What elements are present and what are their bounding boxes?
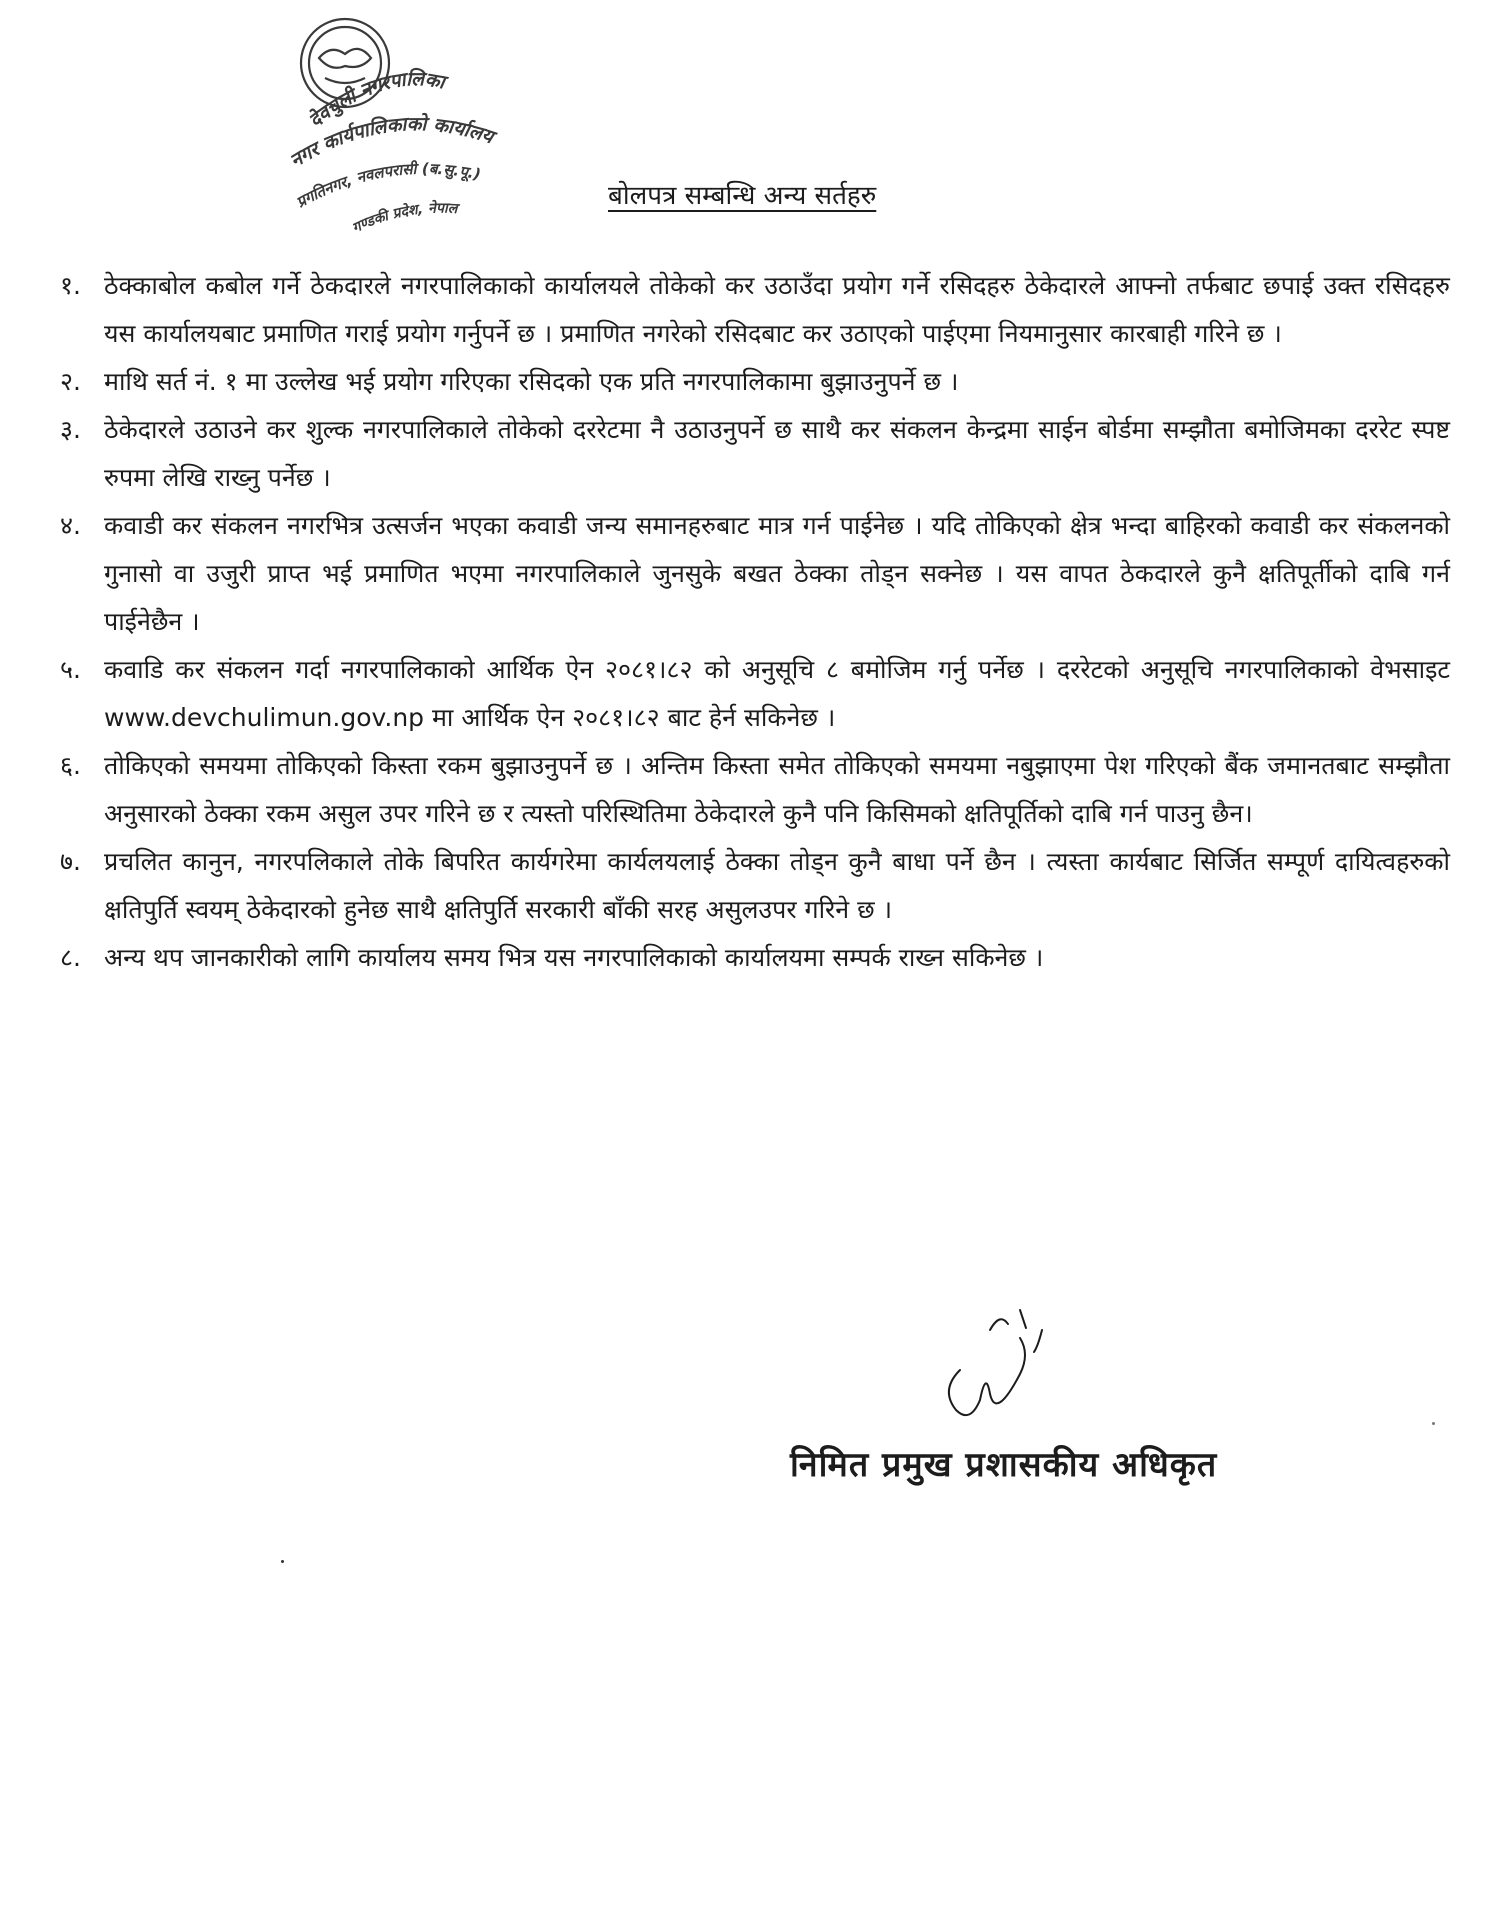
clause-text: अन्य थप जानकारीको लागि कार्यालय समय भित्र यस नगरपालिकाको कार्यालयमा सम्पर्क राख्न सकिनेछ ।	[104, 943, 1044, 972]
clause-6	[60, 742, 1450, 838]
scan-speck	[1432, 1422, 1435, 1425]
seal-graphic	[255, 8, 545, 238]
clause-number: ७.	[60, 847, 81, 876]
clause-text: ठेकेदारले उठाउने कर शुल्क नगरपालिकाले तोकेको दररेटमा नै उठाउनुपर्ने छ साथै कर संकलन केन्द्रमा साईन बोर्डमा सम्झौता बमोजिमका दररेट स्पष्ट रुपमा लेखि राख्नु पर्नेछ ।	[104, 415, 1450, 492]
clause-number: २.	[60, 367, 81, 396]
svg-text:गण्डकी प्रदेश, नेपाल	[350, 199, 461, 236]
seal-line-4: गण्डकी प्रदेश, नेपाल	[349, 200, 458, 237]
clause-4	[60, 502, 1450, 646]
clause-3	[60, 406, 1450, 502]
scan-speck	[281, 1560, 284, 1563]
clause-number: ६.	[60, 751, 81, 780]
clause-number: ३.	[60, 415, 81, 444]
signature-scribble	[930, 1300, 1070, 1450]
clause-number: ८.	[60, 943, 81, 972]
clause-1	[60, 262, 1450, 358]
clause-number: ५.	[60, 655, 81, 684]
terms-list	[60, 262, 1450, 982]
signatory-title: निमित प्रमुख प्रशासकीय अधिकृत	[790, 1445, 1218, 1485]
clause-text: ठेक्काबोल कबोल गर्ने ठेकदारले नगरपालिकाको कार्यालयले तोकेको कर उठाउँदा प्रयोग गर्ने रसिदहरु ठेकेदारले आफ्नो तर्फबाट छपाई उक्त रसिदहरु यस कार्यालयबाट प्रमाणित गराई प्रयोग गर्नुपर्ने छ । प्रमाणित नगरेको रसिदबाट कर उठाएको पाईएमा नियमानुसार कारबाही गरिने छ ।	[104, 271, 1450, 348]
seal-line-3: प्रगतिनगर, नवलपरासी (ब.सु.पू.)	[293, 159, 483, 212]
handwritten-signature	[930, 1300, 1070, 1450]
clause-number: ४.	[60, 511, 81, 540]
clause-text: माथि सर्त नं. १ मा उल्लेख भई प्रयोग गरिएका रसिदको एक प्रति नगरपालिकामा बुझाउनुपर्ने छ ।	[104, 367, 959, 396]
page-title: बोलपत्र सम्बन्धि अन्य सर्तहरु	[608, 181, 877, 211]
clause-text: तोकिएको समयमा तोकिएको किस्ता रकम बुझाउनुपर्ने छ । अन्तिम किस्ता समेत तोकिएको समयमा नबुझाएमा पेश गरिएको बैंक जमानतबाट सम्झौता अनुसारको ठेक्का रकम असुल उपर गरिने छ र त्यस्तो परिस्थितिमा ठेकेदारले कुनै पनि किसिमको क्षतिपूर्तिको दाबि गर्न पाउनु छैन।	[104, 751, 1450, 828]
clause-8	[60, 934, 1450, 982]
seal-line-1: देवचुली नगरपालिका	[304, 68, 447, 132]
clause-text: कवाडी कर संकलन नगरभित्र उत्सर्जन भएका कवाडी जन्य समानहरुबाट मात्र गर्न पाईनेछ । यदि तोकिएको क्षेत्र भन्दा बाहिरको कवाडी कर संकलनको गुनासो वा उजुरी प्राप्त भई प्रमाणित भएमा नगरपालिकाले जुनसुके बखत ठेक्का तोड्न सक्नेछ । यस वापत ठेकदारले कुनै क्षतिपूर्तीको दाबि गर्न पाईनेछैन ।	[104, 511, 1450, 636]
clause-text: प्रचलित कानुन, नगरपलिकाले तोके बिपरित कार्यगरेमा कार्यलयलाई ठेक्का तोड्न कुनै बाधा पर्ने छैन । त्यस्ता कार्यबाट सिर्जित सम्पूर्ण दायित्वहरुको क्षतिपुर्ति स्वयम् ठेकेदारको हुनेछ साथै क्षतिपुर्ति सरकारी बाँकी सरह असुलउपर गरिने छ ।	[104, 847, 1450, 924]
clause-2	[60, 358, 1450, 406]
clause-text: कवाडि कर संकलन गर्दा नगरपालिकाको आर्थिक ऐन २०८१।८२ को अनुसूचि ८ बमोजिम गर्नु पर्नेछ । दररेटको अनुसूचि नगरपालिकाको वेभसाइट www.devchulimun.gov.np मा आर्थिक ऐन २०८१।८२ बाट हेर्न सकिनेछ ।	[104, 655, 1450, 732]
clause-5	[60, 646, 1450, 742]
clause-7	[60, 838, 1450, 934]
municipal-seal	[255, 8, 545, 238]
seal-line-2: नगर कार्यपालिकाको कार्यालय	[286, 113, 497, 173]
clause-number: १.	[60, 271, 81, 300]
